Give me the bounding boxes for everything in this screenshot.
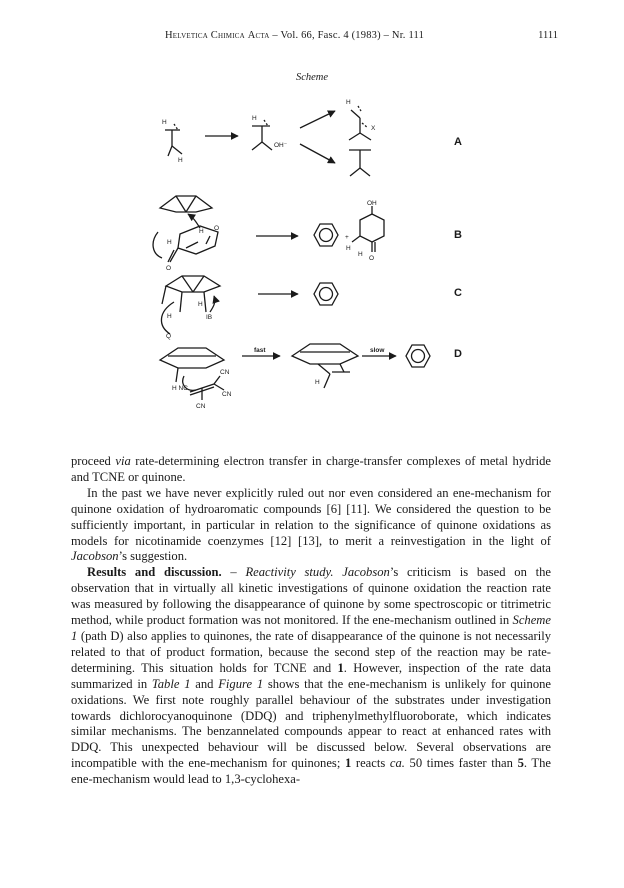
label-o-b3: O — [369, 255, 375, 262]
row-label-b: B — [454, 229, 462, 241]
reaction-scheme — [0, 0, 624, 420]
label-cn-2: CN — [222, 391, 232, 398]
label-o-b2: O — [166, 265, 172, 272]
row-label-d: D — [454, 348, 462, 360]
figure-reference: Figure 1 — [218, 676, 264, 691]
scheme-title: Scheme — [295, 72, 329, 83]
label-h-c1: H — [198, 301, 203, 308]
subsection-heading: Reactivity study. — [245, 565, 334, 580]
journal-word-helvetica: Helvetica — [165, 30, 208, 41]
scheme-reference: Scheme 1 — [71, 613, 551, 643]
label-h-b1: H — [199, 228, 204, 235]
page-number: 1111 — [538, 30, 558, 41]
label-o-b1: O — [214, 225, 220, 232]
label-x: X — [371, 125, 376, 132]
label-h-c2: H — [167, 313, 172, 320]
label-h-b4: H — [358, 251, 363, 258]
section-heading: Results and discussion. — [87, 565, 222, 580]
label-cn-1: CN — [220, 369, 230, 376]
row-c-structures — [161, 276, 338, 334]
journal-volume-issue: – Vol. 66, Fasc. 4 (1983) – Nr. 111 — [272, 30, 425, 41]
body-text — [71, 454, 551, 788]
label-h-b3: H — [346, 245, 351, 252]
label-slow: slow — [370, 347, 385, 354]
paragraph-3: Results and discussion. – Reactivity study. Jacobson’s criticism is based on the observation that in virtually all kinetic investigations of quinone oxidation the reaction rate was measured by following the disappearance of quinone by some spectroscopic or titrimetric method, while product formation was not monitored. If the ene-mechanism outlined in Scheme 1 (path D) also applies to quinones, the rate of disappearance of the quinone is not necessarily related to that of product formation, because the second step of the reaction may be rate-determining. This situation holds for TCNE and 1. However, inspection of the rate data summarized in Table 1 and Figure 1 shows that the ene-mechanism is unlikely for quinone oxidations. We first note roughly parallel behaviour of the substrates under investigation towards dichlorocyanoquinone (DDQ) and triphenylmethylfluoroborate, which indicates similar mechanisms. The benzannelated compounds appear to react at enhanced rates with DDQ. This unexpected behaviour will be discussed below. Several observations are incompatible with the ene-mechanism for quinones; 1 reacts ca. 50 times faster than 5. The ene-mechanism would lead to 1,3-cyclohexa- — [71, 565, 552, 787]
label-h-a4: H — [346, 99, 351, 106]
label-plus: + — [345, 234, 349, 241]
label-h-b2: H — [167, 239, 172, 246]
label-oh-minus: OH⁻ — [274, 142, 288, 149]
label-h-a2: H — [178, 157, 183, 164]
label-ib: IB — [206, 314, 213, 321]
row-d-structures — [160, 344, 430, 400]
journal-word-chimica: Chimica — [210, 30, 245, 41]
scheme-drawing — [0, 0, 624, 420]
row-b-structures — [153, 196, 384, 262]
label-fast: fast — [254, 347, 266, 354]
label-h-a1: H — [162, 119, 167, 126]
paragraph-1: proceed via rate-determining electron transfer in charge-transfer complexes of metal hydride and TCNE or quinone. — [71, 454, 551, 484]
label-h-nc: H NC — [172, 385, 188, 392]
row-label-a: A — [454, 136, 462, 148]
label-oh: OH — [367, 200, 377, 207]
label-q: Q — [166, 333, 172, 340]
table-reference: Table 1 — [151, 676, 191, 691]
row-a-structures — [165, 106, 371, 176]
label-h-a3: H — [252, 115, 257, 122]
paragraph-2: In the past we have never explicitly ruled out nor even considered an ene-mechanism for quinone oxidation of hydroaromatic compounds [6] [11]. We considered the question to be sufficiently important, in particular in relation to the significance of quinone oxidations as models for nicotinamide coenzymes [12] [13], to merit a reinvestigation in the light of Jacobson’s suggestion. — [71, 485, 551, 564]
row-label-c: C — [454, 287, 462, 299]
journal-word-acta: Acta — [247, 30, 270, 41]
label-cn-3: CN — [196, 403, 206, 410]
label-h-d1: H — [315, 379, 320, 386]
